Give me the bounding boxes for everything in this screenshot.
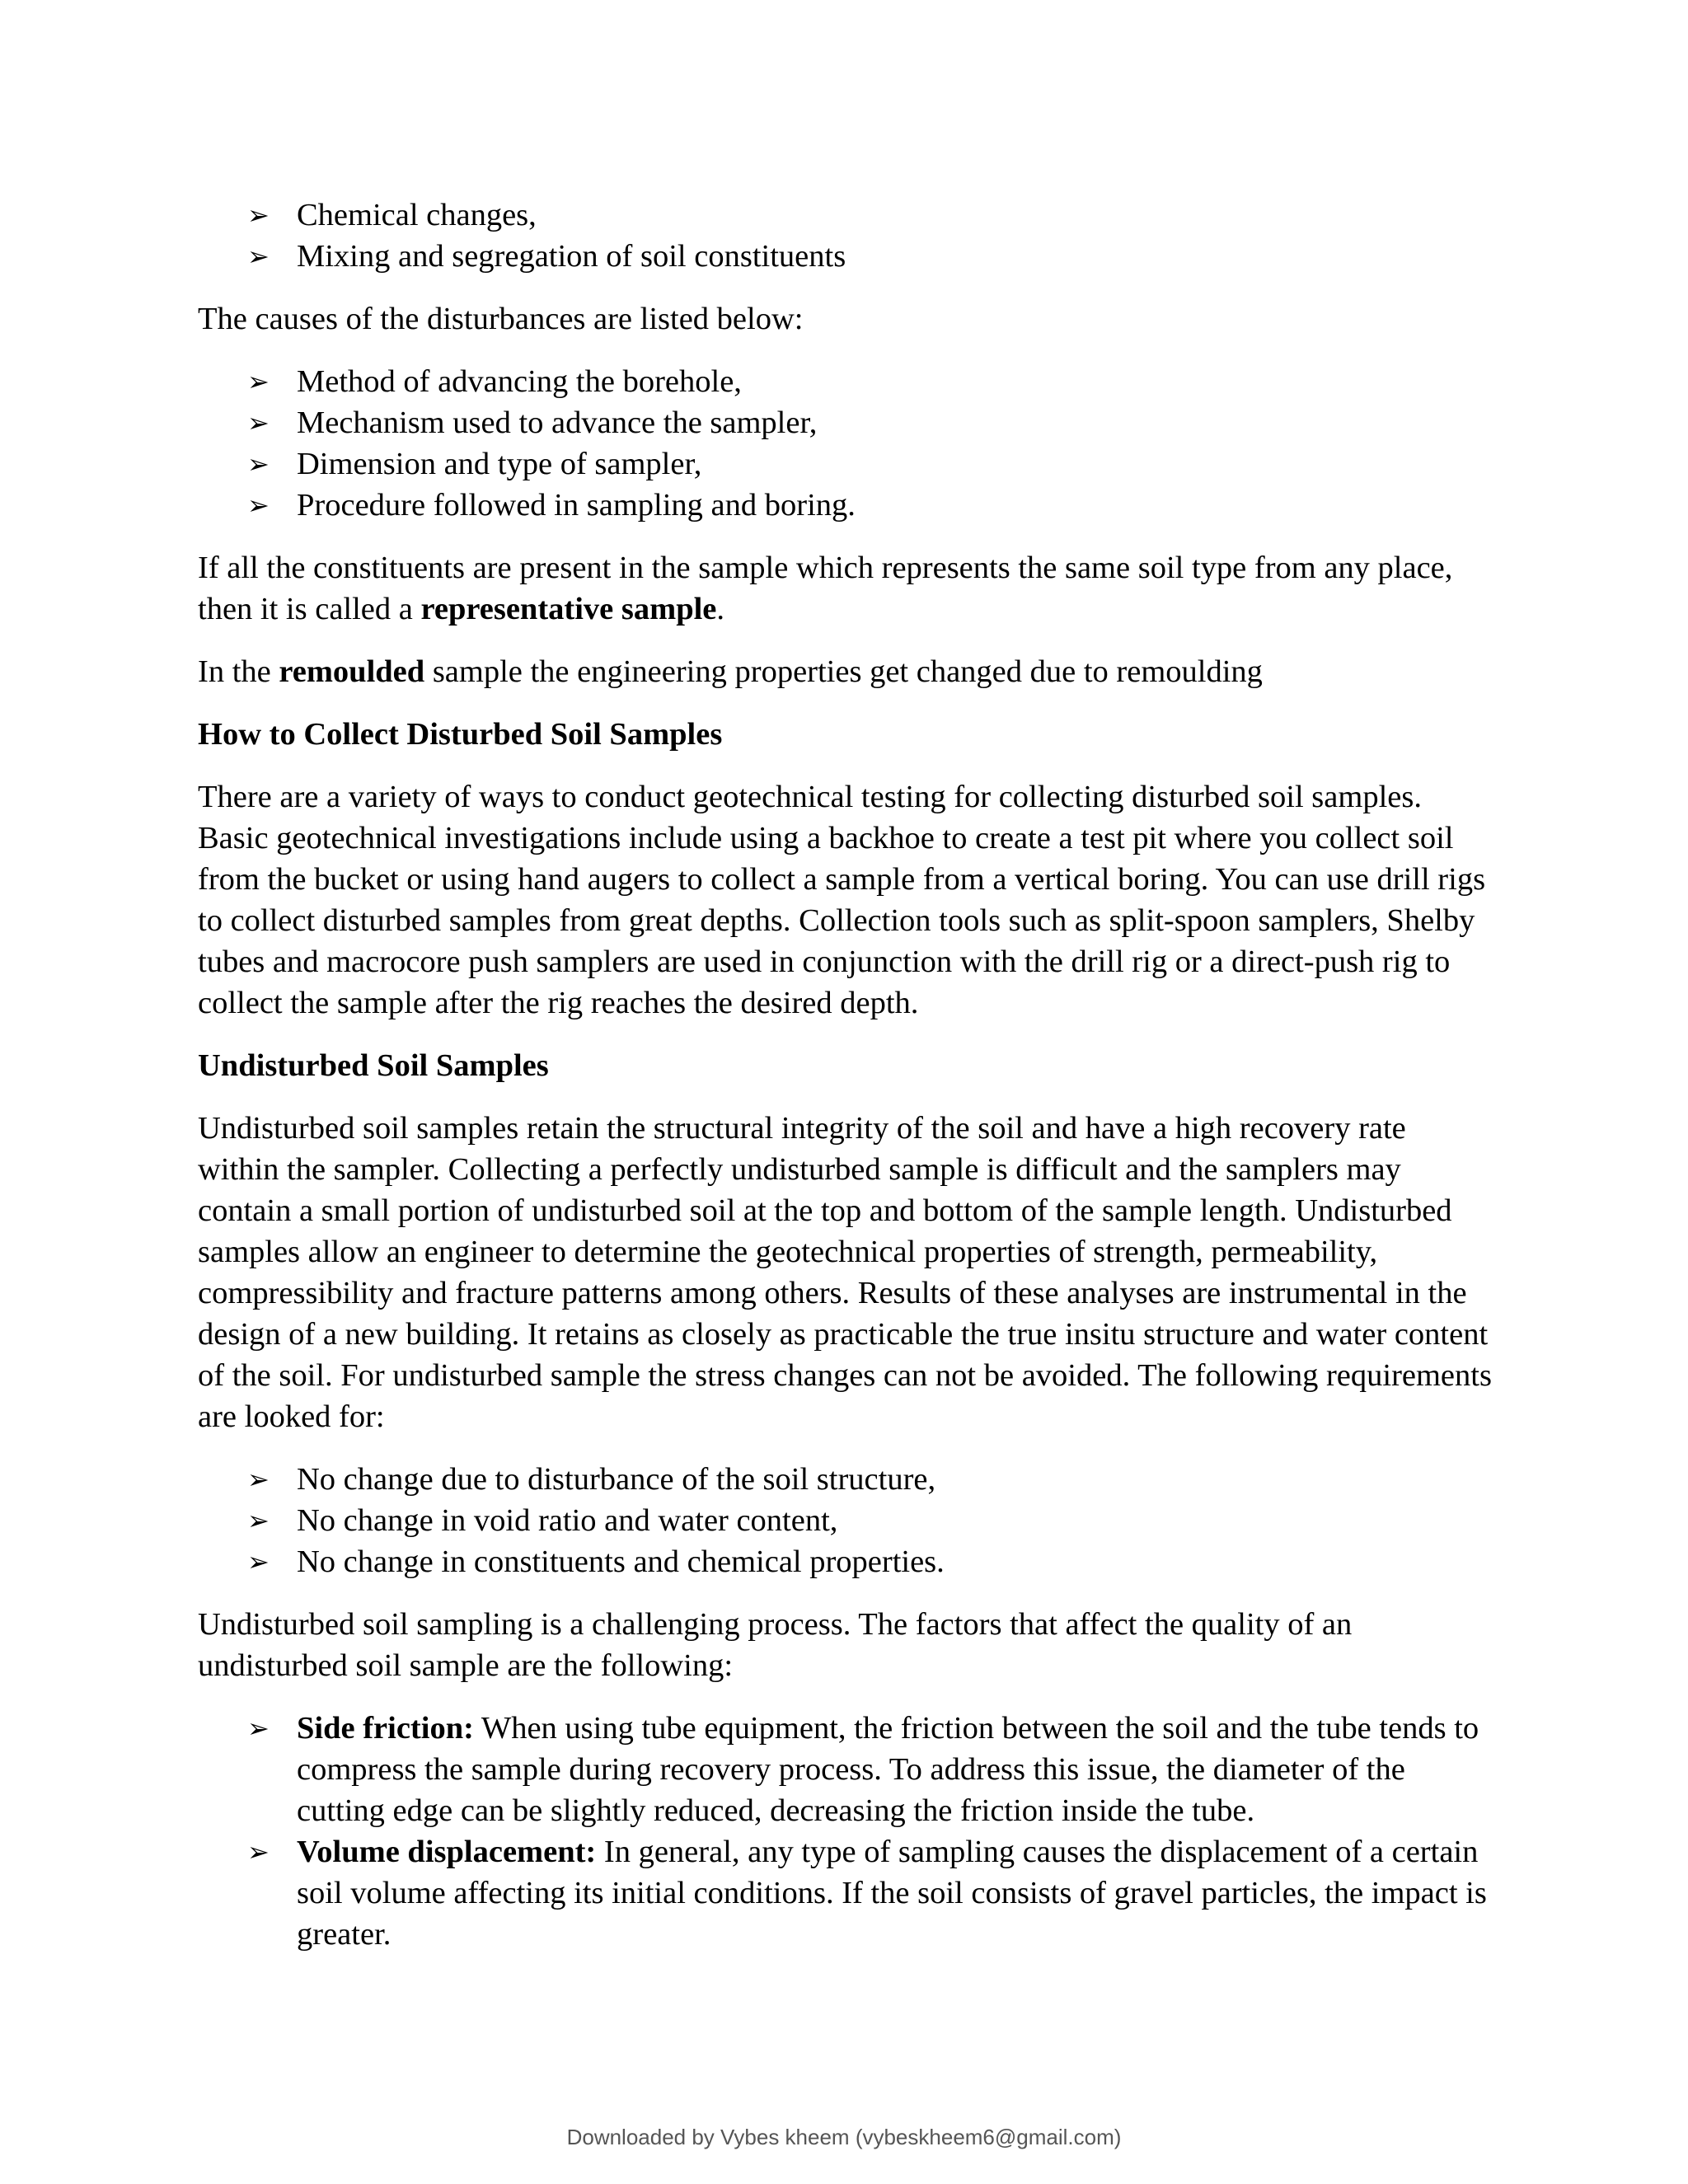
- arrow-bullet-icon: ➢: [247, 1836, 270, 1868]
- list-item-text: Procedure followed in sampling and boring.: [297, 488, 856, 523]
- heading-disturbed-samples: How to Collect Disturbed Soil Samples: [198, 717, 723, 752]
- arrow-bullet-icon: ➢: [247, 407, 270, 438]
- arrow-bullet-icon: ➢: [247, 1713, 270, 1744]
- list-item: [198, 485, 1493, 526]
- disturbance-effects-list: [198, 194, 1493, 277]
- list-item: [198, 1708, 1493, 1831]
- list-item: [198, 361, 1493, 402]
- heading-undisturbed-samples: Undisturbed Soil Samples: [198, 1048, 549, 1083]
- list-item-text: Method of advancing the borehole,: [297, 364, 742, 399]
- list-item: [198, 1459, 1493, 1500]
- text-segment: If all the constituents are present in the sample which represents the same soil type from any place, then it is called a: [198, 551, 1453, 626]
- list-item-text: Chemical changes,: [297, 198, 537, 232]
- factor-description: In general, any type of sampling causes the displacement of a certain soil volume affecting its initial conditions. If the soil consists of gravel particles, the impact is greater.: [297, 1835, 1487, 1952]
- list-item: [198, 1500, 1493, 1541]
- list-item: [198, 402, 1493, 443]
- causes-list: [198, 361, 1493, 526]
- disturbed-samples-paragraph: There are a variety of ways to conduct geotechnical testing for collecting disturbed soil samples. Basic geotechnical investigations include using a backhoe to create a test pit where you collect soil from the bucket or using hand augers to collect a sample from a vertical boring. You can use drill rigs to collect disturbed samples from great depths. Collection tools such as split-spoon samplers, Shelby tubes and macrocore push samplers are used in conjunction with the drill rig or a direct-push rig to collect the sample after the rig reaches the desired depth.: [198, 780, 1486, 1020]
- representative-sample-paragraph: [198, 547, 1493, 630]
- arrow-bullet-icon: ➢: [247, 199, 270, 231]
- list-item-text: Mixing and segregation of soil constituents: [297, 239, 846, 274]
- list-item: [198, 1541, 1493, 1582]
- list-item: [198, 1831, 1493, 1955]
- list-item-text: No change in void ratio and water content,: [297, 1503, 838, 1538]
- arrow-bullet-icon: ➢: [247, 1464, 270, 1495]
- undisturbed-samples-paragraph: Undisturbed soil samples retain the structural integrity of the soil and have a high recovery rate within the sampler. Collecting a perfectly undisturbed sample is difficult and the samplers may contain a small portion of undisturbed soil at the top and bottom of the sample length. Undisturbed samples allow an engineer to determine the geotechnical properties of strength, permeability, compressibility and fracture patterns among others. Results of these analyses are instrumental in the design of a new building. It retains as closely as practicable the true insitu structure and water content of the soil. For undisturbed sample the stress changes can not be avoided. The following requirements are looked for:: [198, 1111, 1492, 1434]
- list-item: [198, 443, 1493, 485]
- factor-description: When using tube equipment, the friction between the soil and the tube tends to compress the sample during recovery process. To address this issue, the diameter of the cutting edge can be slightly reduced, decreasing the friction inside the tube.: [297, 1711, 1479, 1828]
- requirements-list: [198, 1459, 1493, 1582]
- factor-term: Side friction:: [297, 1711, 474, 1746]
- arrow-bullet-icon: ➢: [247, 490, 270, 521]
- list-item-text: Mechanism used to advance the sampler,: [297, 405, 818, 440]
- arrow-bullet-icon: ➢: [247, 366, 270, 397]
- list-item: [198, 236, 1493, 277]
- remoulded-term: remoulded: [279, 654, 425, 689]
- arrow-bullet-icon: ➢: [247, 1546, 270, 1577]
- causes-intro: The causes of the disturbances are listed below:: [198, 302, 804, 336]
- text-segment: .: [716, 592, 725, 626]
- document-page: [198, 194, 1493, 1976]
- factors-list: [198, 1708, 1493, 1955]
- arrow-bullet-icon: ➢: [247, 1505, 270, 1536]
- list-item-text: No change due to disturbance of the soil structure,: [297, 1462, 936, 1497]
- arrow-bullet-icon: ➢: [247, 241, 270, 272]
- list-item: [198, 194, 1493, 236]
- factors-intro: Undisturbed soil sampling is a challenging process. The factors that affect the quality of an undisturbed soil sample are the following:: [198, 1607, 1353, 1683]
- representative-sample-term: representative sample: [420, 592, 717, 626]
- list-item-text: No change in constituents and chemical properties.: [297, 1544, 945, 1579]
- download-footer: Downloaded by Vybes kheem (vybeskheem6@gmail.com): [566, 2125, 1122, 2149]
- text-segment: In the: [198, 654, 279, 689]
- arrow-bullet-icon: ➢: [247, 448, 270, 480]
- factor-term: Volume displacement:: [297, 1835, 597, 1869]
- list-item-text: Dimension and type of sampler,: [297, 447, 702, 481]
- remoulded-sample-paragraph: [198, 651, 1493, 692]
- text-segment: sample the engineering properties get changed due to remoulding: [424, 654, 1263, 689]
